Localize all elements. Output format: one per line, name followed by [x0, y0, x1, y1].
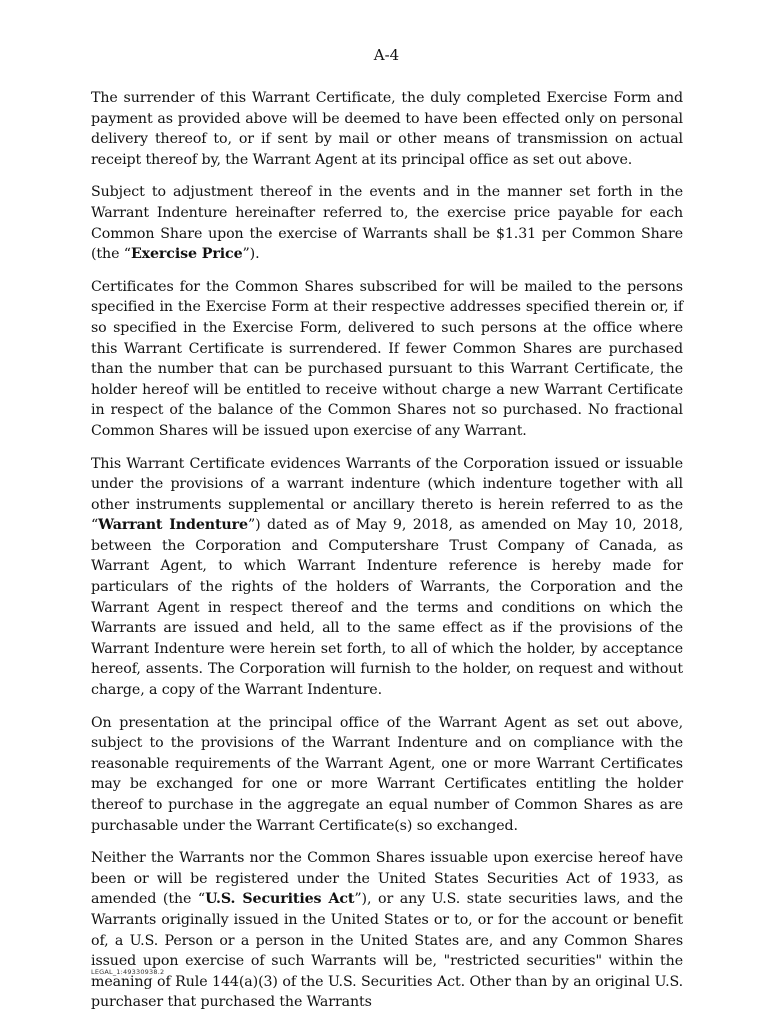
page-number: A-4: [373, 46, 400, 64]
paragraph-warrant-indenture: [91, 454, 683, 701]
paragraph-securities-act-rest: ”), or any U.S. state securities laws, and the Warrants originally issued in the United States or to, or for the account or benefit of, a U.S. Person or a person in the United States are, and any Common Shares issued upon exercise of such Warrants will be, "restricted securities" within the meaning of Rule 144(a)(3) of the U.S. Securities Act. Other than by an original U.S. purchaser that purchased the Warrants: [91, 891, 683, 1011]
document-footer-code: LEGAL_1:49330938.2: [91, 968, 165, 976]
paragraph-exercise-price-end: ”).: [242, 246, 260, 263]
document-body: [91, 88, 683, 1025]
paragraph-exchange: On presentation at the principal office of the Warrant Agent as set out above, subject to the provisions of the Warrant Indenture and on compliance with the reasonable requirements of the Warrant Agent, one or more Warrant Certificates may be exchanged for one or more Warrant Certificates entitling the holder thereof to purchase in the aggregate an equal number of Common Shares as are purchasable under the Warrant Certificate(s) so exchanged.: [91, 714, 683, 834]
paragraph-certificates: Certificates for the Common Shares subscribed for will be mailed to the persons specified in the Exercise Form at their respective addresses specified therein or, if so specified in the Exercise Form, delivered to such persons at the office where this Warrant Certificate is surrendered. If fewer Common Shares are purchased than the number that can be purchased pursuant to this Warrant Certificate, the holder hereof will be entitled to receive without charge a new Warrant Certificate in respect of the balance of the Common Shares not so purchased. No fractional Common Shares will be issued upon exercise of any Warrant.: [91, 278, 683, 439]
defined-term-exercise-price: Exercise Price: [130, 246, 243, 263]
paragraph-securities-act: [91, 848, 683, 1013]
paragraph-securities-act-text: Neither the Warrants nor the Common Shares issuable upon exercise hereof have been or will be registered under the United States Securities Act of 1933, as amended (the “: [91, 850, 683, 908]
paragraph-surrender: The surrender of this Warrant Certificate, the duly completed Exercise Form and payment as provided above will be deemed to have been effected only on personal delivery thereof to, or if sent by mail or other means of transmission on actual receipt thereof by, the Warrant Agent at its principal office as set out above.: [91, 90, 683, 168]
paragraph-exercise-price-text: Subject to adjustment thereof in the events and in the manner set forth in the Warrant Indenture hereinafter referred to, the exercise price payable for each Common Share upon the exercise of Warrants shall be $1.31 per Common Share (the “: [91, 184, 683, 263]
defined-term-us-securities-act: U.S. Securities Act: [205, 891, 355, 908]
paragraph-exercise-price: [91, 182, 683, 264]
defined-term-warrant-indenture: Warrant Indenture: [98, 517, 248, 534]
paragraph-warrant-indenture-rest: ”) dated as of May 9, 2018, as amended on May 10, 2018, between the Corporation and Computershare Trust Company of Canada, as Warrant Agent, to which Warrant Indenture reference is hereby made for particulars of the rights of the holders of Warrants, the Corporation and the Warrant Agent in respect thereof and the terms and conditions on which the Warrants are issued and held, all to the same effect as if the provisions of the Warrant Indenture were herein set forth, to all of which the holder, by acceptance hereof, assents. The Corporation will furnish to the holder, on request and without charge, a copy of the Warrant Indenture.: [91, 517, 683, 699]
paragraph-warrant-indenture-text: This Warrant Certificate evidences Warrants of the Corporation issued or issuable under the provisions of a warrant indenture (which indenture together with all other instruments supplemental or ancillary thereto is herein referred to as the “: [91, 455, 683, 534]
